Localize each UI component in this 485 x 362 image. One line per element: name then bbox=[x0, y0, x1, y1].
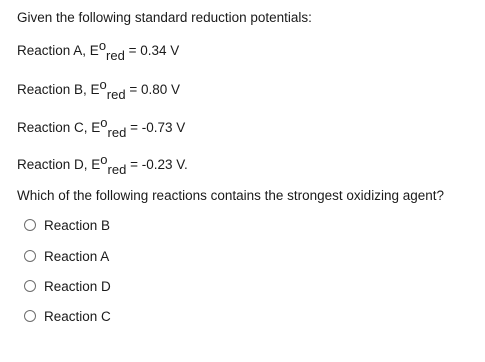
superscript-o: o bbox=[100, 152, 108, 167]
reaction-value: = -0.23 V. bbox=[126, 157, 188, 172]
option-label: Reaction D bbox=[44, 278, 111, 294]
reaction-label: Reaction B, E bbox=[17, 82, 100, 97]
subscript-red: red bbox=[107, 162, 127, 177]
reaction-label: Reaction C, E bbox=[17, 120, 101, 135]
reaction-b-line bbox=[17, 77, 180, 102]
prompt-text: Given the following standard reduction potentials: bbox=[17, 10, 312, 25]
option-reaction-b[interactable] bbox=[24, 217, 110, 233]
reaction-value: = 0.80 V bbox=[125, 82, 180, 97]
superscript-o: o bbox=[99, 77, 107, 92]
option-label: Reaction C bbox=[44, 308, 111, 324]
radio-button[interactable] bbox=[24, 250, 36, 262]
subscript-red: red bbox=[106, 87, 126, 102]
radio-button[interactable] bbox=[24, 280, 36, 292]
option-reaction-d[interactable] bbox=[24, 278, 111, 294]
option-reaction-a[interactable] bbox=[24, 248, 109, 264]
question-text: Which of the following reactions contains the strongest oxidizing agent? bbox=[17, 188, 444, 203]
superscript-o: o bbox=[100, 115, 108, 130]
reaction-value: = 0.34 V bbox=[124, 43, 180, 58]
option-label: Reaction B bbox=[44, 217, 111, 233]
reaction-label: Reaction D, E bbox=[17, 157, 101, 172]
reaction-a-line bbox=[17, 38, 180, 63]
reaction-label: Reaction A, E bbox=[17, 43, 99, 58]
radio-button[interactable] bbox=[24, 219, 36, 231]
reaction-value: = -0.73 V bbox=[126, 120, 186, 135]
reaction-d-line bbox=[17, 152, 188, 177]
superscript-o: o bbox=[98, 38, 107, 53]
subscript-red: red bbox=[107, 125, 127, 140]
option-label: Reaction A bbox=[44, 248, 110, 264]
radio-button[interactable] bbox=[24, 310, 36, 322]
reaction-c-line bbox=[17, 115, 186, 140]
subscript-red: red bbox=[106, 48, 125, 63]
option-reaction-c[interactable] bbox=[24, 308, 111, 324]
